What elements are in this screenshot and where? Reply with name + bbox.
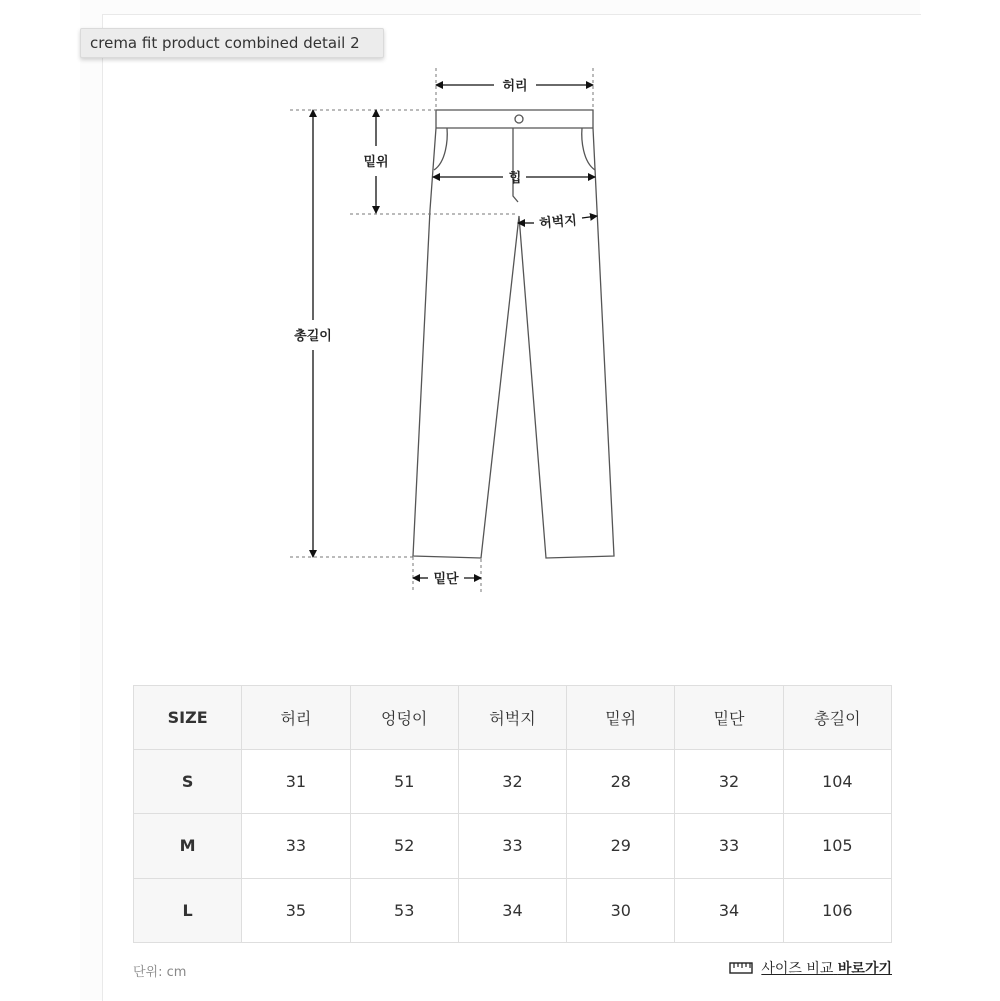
size-cell: L <box>134 878 242 942</box>
col-header-rise: 밑위 <box>567 686 675 750</box>
size-cell: S <box>134 750 242 814</box>
col-header-thigh: 허벅지 <box>458 686 566 750</box>
size-compare-label-group[interactable] <box>761 958 892 978</box>
table-cell: 34 <box>458 878 566 942</box>
rise-label: 밑위 <box>363 155 389 170</box>
guide-lines <box>290 68 593 593</box>
table-cell: 33 <box>242 814 350 878</box>
table-header-row <box>134 686 892 750</box>
size-compare-label: 사이즈 비교 <box>761 961 834 977</box>
table-row <box>134 814 892 878</box>
table-cell: 106 <box>783 878 891 942</box>
size-compare-link[interactable] <box>729 958 892 978</box>
col-header-length: 총길이 <box>783 686 891 750</box>
hip-label: 힙 <box>508 171 522 186</box>
size-cell: M <box>134 814 242 878</box>
image-tooltip: crema fit product combined detail 2 <box>80 28 384 58</box>
table-cell: 53 <box>350 878 458 942</box>
table-cell: 35 <box>242 878 350 942</box>
hem-label: 밑단 <box>433 572 459 587</box>
table-cell: 33 <box>675 814 783 878</box>
col-header-hip: 엉덩이 <box>350 686 458 750</box>
waist-label: 허리 <box>502 79 528 94</box>
table-cell: 33 <box>458 814 566 878</box>
table-cell: 52 <box>350 814 458 878</box>
measurement-arrows <box>313 85 597 578</box>
table-cell: 29 <box>567 814 675 878</box>
table-cell: 105 <box>783 814 891 878</box>
size-table <box>133 685 892 943</box>
table-row <box>134 878 892 942</box>
table-cell: 104 <box>783 750 891 814</box>
col-header-size: SIZE <box>134 686 242 750</box>
length-label: 총길이 <box>294 329 332 344</box>
size-compare-shortcut: 바로가기 <box>837 961 892 977</box>
table-cell: 32 <box>675 750 783 814</box>
table-cell: 34 <box>675 878 783 942</box>
table-cell: 30 <box>567 878 675 942</box>
unit-note: 단위: cm <box>133 965 187 980</box>
table-cell: 31 <box>242 750 350 814</box>
col-header-waist: 허리 <box>242 686 350 750</box>
table-cell: 32 <box>458 750 566 814</box>
thigh-arrow-right <box>582 216 597 218</box>
table-cell: 51 <box>350 750 458 814</box>
thigh-label: 허벅지 <box>538 213 578 232</box>
col-header-hem: 밑단 <box>675 686 783 750</box>
table-row <box>134 750 892 814</box>
ruler-icon <box>729 962 753 974</box>
table-cell: 28 <box>567 750 675 814</box>
